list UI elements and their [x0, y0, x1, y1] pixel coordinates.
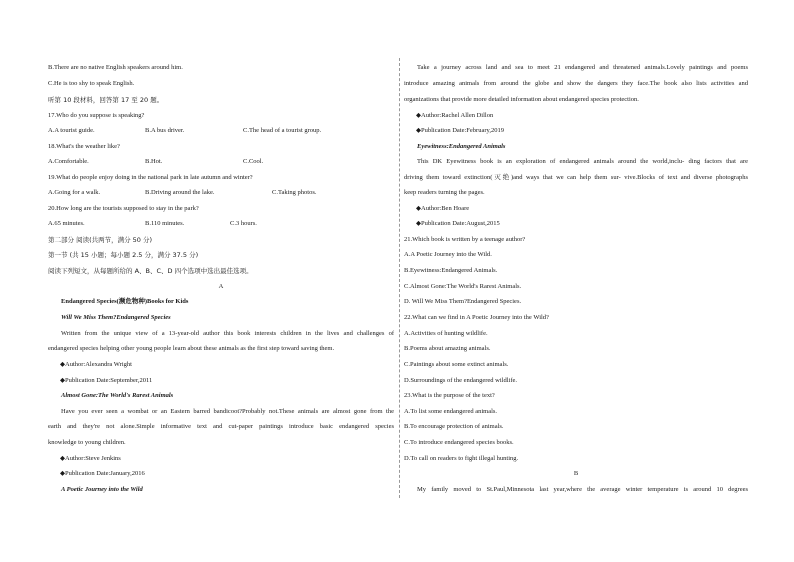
book3-desc-line3: organizations that provide more detailed information about endangered species protection.: [404, 96, 639, 103]
q21-option-a: A.A Poetic Journey into the Wild.: [404, 251, 492, 258]
book4-desc-line2: driving them toward extinction(灭绝)and ways that we can help them sur- vive.Blocks of text and diverse photographs: [404, 174, 748, 181]
book4-author: ◆Author:Ben Hoare: [416, 205, 470, 212]
book3-author: ◆Author:Rachel Allen Dillon: [416, 112, 494, 119]
q17-option-c: C.The head of a tourist group.: [243, 127, 322, 134]
book3-desc-line1: Take a journey across land and sea to meet 21 endangered and threatened animals.Lovely paintings and poems: [417, 64, 748, 71]
book1-title: Will We Miss Them?Endangered Species: [61, 314, 171, 321]
left-column: [48, 0, 394, 562]
book2-publication: ◆Publication Date:January,2016: [60, 470, 145, 477]
q20-option-c: C.3 hours.: [230, 220, 257, 227]
column-divider: [399, 58, 400, 498]
book3-desc-line2: introduce amazing animals from around the globe and show the dangers they face.The book also lists activities and: [404, 80, 748, 87]
right-column: [404, 0, 748, 562]
q23-option-d: D.To call on readers to fight illegal hunting.: [404, 455, 519, 462]
question-18: 18.What's the weather like?: [48, 143, 120, 150]
book1-author: ◆Author:Alexandra Wright: [60, 361, 132, 368]
passage-b-line1: My family moved to St.Paul,Minnesota last year,where the average winter temperature is around 10 degrees: [417, 486, 748, 493]
passage-b-label: B: [573, 470, 579, 477]
book3-publication: ◆Publication Date:February,2019: [416, 127, 504, 134]
passage-a-label: A: [218, 283, 224, 290]
q17-option-b: B.A bus driver.: [145, 127, 185, 134]
book1-desc-line1: Written from the unique view of a 13-year-old author this book interests children in the lives and challenges of: [61, 330, 394, 337]
q22-option-b: B.Poems about amazing animals.: [404, 345, 491, 352]
book2-author: ◆Author:Steve Jenkins: [60, 455, 121, 462]
book4-desc-line1: This DK Eyewitness book is an exploration of endangered animals around the world,inclu- ding factors that are: [417, 158, 748, 165]
q22-option-a: A.Activities of hunting wildlife.: [404, 330, 488, 337]
q22-option-d: D.Surroundings of the endangered wildlife.: [404, 377, 518, 384]
passage-heading: Endangered Species(濒危物种)Books for Kids: [61, 298, 189, 305]
question-21: 21.Which book is written by a teenage author?: [404, 236, 526, 243]
option-b-prev: B.There are no native English speakers around him.: [48, 64, 183, 71]
reading-instruction: 阅读下列短文，从每题所给的 A、B、C、D 四个选项中选出最佳选项。: [48, 267, 253, 275]
q18-option-b: B.Hot.: [145, 158, 163, 165]
listening-instruction: 听第 10 段材料，回答第 17 至 20 题。: [48, 96, 164, 104]
q18-option-a: A.Comfortable.: [48, 158, 89, 165]
q19-option-b: B.Driving around the lake.: [145, 189, 215, 196]
q23-option-c: C.To introduce endangered species books.: [404, 439, 514, 446]
book1-publication: ◆Publication Date:September,2011: [60, 377, 153, 384]
question-23: 23.What is the purpose of the text?: [404, 392, 495, 399]
q20-option-b: B.110 minutes.: [145, 220, 185, 227]
q22-option-c: C.Paintings about some extinct animals.: [404, 361, 509, 368]
book4-title: Eyewitness:Endangered Animals: [417, 143, 506, 150]
book4-desc-line3: keep readers turning the pages.: [404, 189, 485, 196]
q23-option-b: B.To encourage protection of animals.: [404, 423, 504, 430]
q18-option-c: C.Cool.: [243, 158, 264, 165]
book4-publication: ◆Publication Date:August,2015: [416, 220, 500, 227]
q19-option-a: A.Going for a walk.: [48, 189, 101, 196]
question-17: 17.Who do you suppose is speaking?: [48, 112, 145, 119]
option-c-prev: C.He is too shy to speak English.: [48, 80, 135, 87]
question-20: 20.How long are the tourists supposed to stay in the park?: [48, 205, 199, 212]
book2-title: Almost Gone:The World's Rarest Animals: [61, 392, 174, 399]
book3-title: A Poetic Journey into the Wild: [61, 486, 143, 493]
q21-option-d: D. Will We Miss Them?Endangered Species.: [404, 298, 522, 305]
q23-option-a: A.To list some endangered animals.: [404, 408, 498, 415]
question-19: 19.What do people enjoy doing in the national park in late autumn and winter?: [48, 174, 253, 181]
q21-option-c: C.Almost Gone:The World's Rarest Animals.: [404, 283, 522, 290]
q20-option-a: A.65 minutes.: [48, 220, 85, 227]
part2-title: 第二部分 阅读(共两节，满分 50 分): [48, 236, 153, 244]
q17-option-a: A.A tourist guide.: [48, 127, 95, 134]
section1-title: 第一节 (共 15 小题；每小题 2.5 分，满分 37.5 分): [48, 251, 199, 259]
book2-desc-line1: Have you ever seen a wombat or an Eastern barred bandicoot?Probably not.These animals are almost gone from the: [61, 408, 394, 415]
book1-desc-line2: endangered species helping other young people learn about these animals as the first step toward saving them.: [48, 345, 335, 352]
q21-option-b: B.Eyewitness:Endangered Animals.: [404, 267, 498, 274]
question-22: 22.What can we find in A Poetic Journey into the Wild?: [404, 314, 549, 321]
q19-option-c: C.Taking photos.: [272, 189, 317, 196]
book2-desc-line2: earth and they're not alone.Simple informative text and cut-paper paintings introduce basic endangered species: [48, 423, 394, 430]
book2-desc-line3: knowledge to young children.: [48, 439, 126, 446]
